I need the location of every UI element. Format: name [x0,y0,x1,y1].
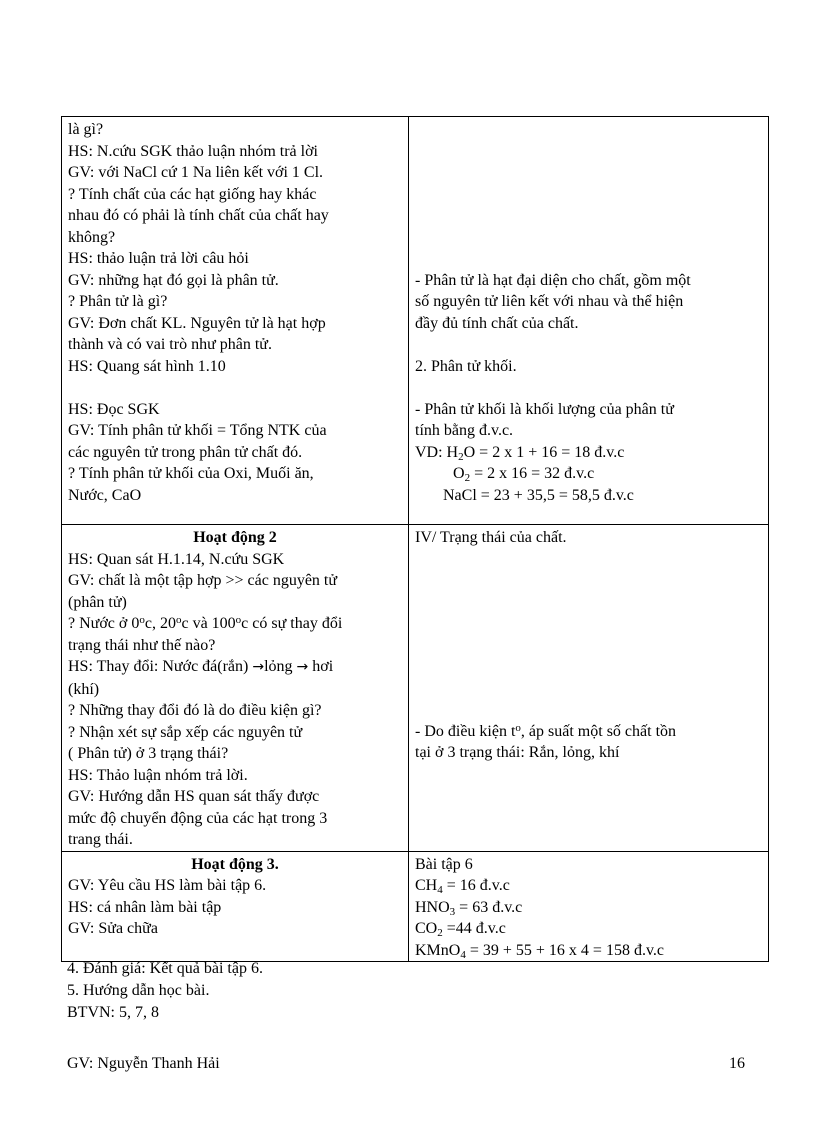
table-row [62,851,769,962]
text-line: 4. Đánh giá: Kết quả bài tập 6. [67,960,263,977]
text-line: BTVN: 5, 7, 8 [67,1004,159,1021]
text-line: GV: Yêu cầu HS làm bài tập 6. [68,877,267,894]
text-line: tại ở 3 trạng thái: Rắn, lỏng, khí [415,744,620,761]
text-line: - Phân tử khối là khối lượng của phân tử [415,400,674,418]
text-line: HS: Thảo luận nhóm trả lời. [68,766,248,784]
text-line: GV: Đơn chất KL. Nguyên tử là hạt hợp [68,314,326,332]
table-cell-activities [62,117,409,525]
text-line: HS: thảo luận trả lời câu hỏi [68,250,249,267]
text-line: ? Nước ở 0$^o$c, 20$^o$c và 100$^o$c có sự thay đổi [68,614,343,632]
text-line: - Phân tử là hạt đại diện cho chất, gồm một [415,271,691,289]
text-line: GV: những hạt đó gọi là phân tử. [68,271,279,289]
formula-kmno4: KMnO$_4$ = 39 + 55 + 16 x 4 = 158 đ.v.c [415,941,664,961]
text-line: ? Những thay đổi đó là do điều kiện gì? [68,702,322,719]
text-line: tính bằng đ.v.c. [415,422,514,439]
text-line: (khí) [68,680,100,698]
text-line: Nước, CaO [68,486,142,504]
formula-hno3: $HNO_3 = 63$ đ.v.c [415,898,523,918]
section-heading: IV/ Trạng thái của chất. [415,529,567,546]
page-number: 16 [729,1055,745,1072]
text-line: mức độ chuyển động của các hạt trong 3 [68,809,328,827]
text-line: HS: N.cứu SGK thảo luận nhóm trả lời [68,142,318,160]
formula-co2: $CO_2 =44$ đ.v.c [415,920,506,939]
text-line: GV: với NaCl cứ 1 Na liên kết với 1 Cl. [68,164,324,181]
section-heading: 2. Phân tử khối. [415,357,517,375]
table-cell-activities [62,525,409,852]
text-line: ? Phân tử là gì? [68,293,168,310]
text-line: ( Phân tử) ở 3 trạng thái? [68,745,229,762]
text-line: GV: chất là một tập hợp >> các nguyên tử [68,572,338,589]
text-line: đầy đủ tính chất của chất. [415,314,579,332]
text-line: trạng thái như thế nào? [68,636,216,654]
table-cell-activities [62,851,409,962]
text-line: ? Tính chất của các hạt giống hay khác [68,185,317,203]
formula-h2o: VD: $H_2O = 2$ x 1 + 16 = 18 đ.v.c [415,443,625,463]
text-line: GV: Sửa chữa [68,920,158,937]
exercise-title: Bài tập 6 [415,855,473,873]
spacer [68,377,402,399]
arrow-right-icon: → [252,659,265,675]
text-line: GV: Hướng dẫn HS quan sát thấy được [68,788,320,805]
formula-nacl: NaCl = 23 + 35,5 = 58,5 đ.v.c [443,486,634,504]
lesson-table [61,116,769,962]
table-cell-content [409,525,769,852]
text-line: - Do điều kiện $t^o$, áp suất một số chất tồn [415,721,677,740]
table-cell-content [409,851,769,962]
text-line: nhau đó có phải là tính chất của chất hay [68,207,329,224]
formula-ch4: $CH_4 = 16$ đ.v.c [415,877,510,896]
text-line: HS: Quang sát hình 1.10 [68,357,226,375]
text-line: 5. Hướng dẫn học bài. [67,982,210,999]
text-line: (phân tử) [68,593,127,611]
activity-title: Hoạt động 3. [191,855,279,873]
post-table-notes [67,958,263,1024]
text-line: số nguyên tử liên kết với nhau và thể hiện [415,293,684,310]
formula-o2: $O_2 = 2$ x 16 = 32 đ.v.c [453,465,595,484]
text-line: không? [68,228,116,246]
text-line: ? Nhận xét sự sắp xếp các nguyên tử [68,723,303,741]
text-line: là gì? [68,121,104,138]
text-line: HS: cá nhân làm bài tập [68,898,222,916]
text-line: trang thái. [68,831,133,848]
text-line: GV: Tính phân tử khối = Tổng NTK của [68,422,327,439]
text-line: HS: Thay đổi: Nước đá(rắn) →lỏng → hơi [68,658,334,675]
footer-teacher: GV: Nguyễn Thanh Hải [67,1055,220,1072]
table-row [62,525,769,852]
arrow-right-icon: → [296,659,309,675]
text-line: ? Tính phân tử khối của Oxi, Muối ăn, [68,465,314,482]
table-cell-content [409,117,769,525]
text-line: thành và có vai trò như phân tử. [68,336,272,353]
activity-title: Hoạt động 2 [193,529,277,546]
text-line: HS: Đọc SGK [68,400,160,418]
text-line: HS: Quan sát H.1.14, N.cứu SGK [68,550,285,568]
table-row [62,117,769,525]
text-line: các nguyên tử trong phân tử chất đó. [68,443,303,461]
